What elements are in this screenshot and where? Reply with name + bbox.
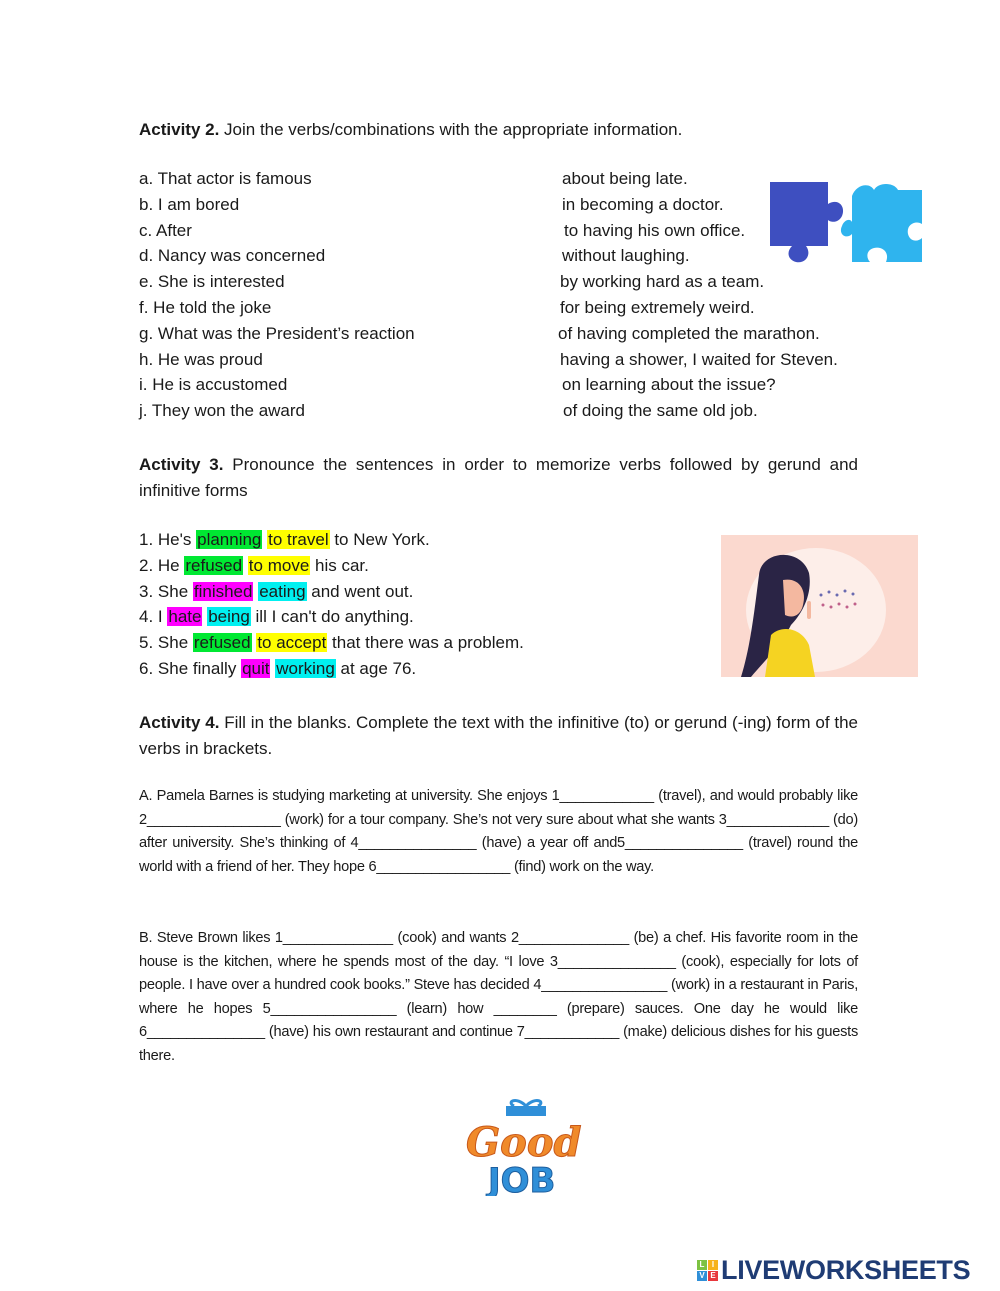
job-text: JOB <box>488 1161 556 1196</box>
highlighted-verb: planning <box>197 530 262 549</box>
sentence-end: and went out. <box>306 581 414 601</box>
match-right-item[interactable]: on learning about the issue? <box>562 375 776 395</box>
sentence-start: 5. She <box>139 633 193 653</box>
sentence-item <box>139 659 416 679</box>
highlighted-verb: finished <box>193 581 253 601</box>
activity4-instruction: Fill in the blanks. Complete the text with the infinitive (to) or gerund (-ing) form of the verbs in brackets. <box>139 713 858 758</box>
good-text: Good <box>466 1119 582 1166</box>
tile-v: V <box>697 1271 707 1281</box>
activity2-heading: Activity 2. <box>139 120 220 139</box>
tile-i: I <box>708 1260 718 1270</box>
highlighted-verb-form: being <box>208 607 250 627</box>
highlighted-verb: hate <box>168 607 202 627</box>
match-left-item[interactable]: d. Nancy was concerned <box>139 246 326 266</box>
activity3-title <box>139 452 858 504</box>
sentence-end: to New York. <box>329 530 430 549</box>
match-left-item[interactable]: e. She is interested <box>139 272 285 292</box>
match-right-item[interactable]: having a shower, I waited for Steven. <box>560 349 838 369</box>
good-job-sticker <box>462 1098 586 1196</box>
highlighted-verb: refused <box>185 555 243 575</box>
match-left-item[interactable]: j. They won the award <box>139 401 305 421</box>
sentence-start: 2. He <box>139 555 185 575</box>
match-left-item[interactable]: b. I am bored <box>139 194 240 214</box>
live-tiles-icon <box>697 1260 718 1281</box>
activity3-heading: Activity 3. <box>139 455 224 474</box>
woman-speaking-image <box>721 535 918 677</box>
liveworksheets-logo[interactable] <box>697 1255 970 1286</box>
sentence-start: 4. I <box>139 607 168 627</box>
match-right-item[interactable]: to having his own office. <box>564 220 746 240</box>
highlighted-verb-form: to accept <box>257 633 327 653</box>
sentence-item <box>139 582 413 602</box>
match-left-item[interactable]: h. He was proud <box>139 349 263 369</box>
sentence-item <box>139 556 369 576</box>
match-right-item[interactable]: without laughing. <box>562 246 690 266</box>
sentence-start: 1. He's <box>139 530 197 549</box>
match-left-item[interactable]: a. That actor is famous <box>139 169 312 188</box>
tile-l: L <box>697 1260 707 1270</box>
activity4-heading: Activity 4. <box>139 713 220 732</box>
sentence-item <box>139 607 414 627</box>
sentence-end: his car. <box>310 555 369 575</box>
sentence-end: at age 76. <box>335 659 417 678</box>
match-left-item[interactable]: f. He told the joke <box>139 298 272 317</box>
activity4-title <box>139 710 858 762</box>
match-left-item[interactable]: c. After <box>139 220 192 240</box>
sentence-item <box>139 530 430 550</box>
match-right-item[interactable]: of having completed the marathon. <box>558 323 820 343</box>
sentence-end: that there was a problem. <box>327 633 524 653</box>
activity3-instruction: Pronounce the sentences in order to memorize verbs followed by gerund and infinitive forms <box>139 455 859 500</box>
highlighted-verb: refused <box>193 633 251 653</box>
puzzle-pieces-image <box>766 176 928 268</box>
activity2-title <box>139 117 858 143</box>
highlighted-verb-form: working <box>276 659 335 678</box>
fill-text-a[interactable]: A. Pamela Barnes is studying marketing at university. She enjoys 1____________ (travel), and would probably like 2_________________ (work) for a tour company. She’s not very sure about what she wants 3_____________ (do) after university. She’s thinking of 4_______________ (have) a year off and5_______________ (travel) round the world with a friend of her. They hope 6_________________ (find) work on the way. <box>139 788 858 875</box>
match-right-item[interactable]: in becoming a doctor. <box>562 194 724 214</box>
sentence-item <box>139 633 524 653</box>
tile-e: E <box>708 1271 718 1281</box>
match-left-item[interactable]: i. He is accustomed <box>139 375 288 395</box>
logo-text: LIVEWORKSHEETS <box>721 1255 971 1285</box>
match-right-item[interactable]: by working hard as a team. <box>560 272 765 292</box>
match-right-item[interactable]: of doing the same old job. <box>563 401 758 421</box>
sentence-end: ill I can't do anything. <box>250 607 414 627</box>
match-right-item[interactable]: about being late. <box>562 169 688 188</box>
sentence-start: 6. She finally <box>139 659 242 678</box>
match-left-item[interactable]: g. What was the President’s reaction <box>139 323 415 343</box>
fill-text-b[interactable]: B. Steve Brown likes 1______________ (cook) and wants 2______________ (be) a chef. His favorite room in the house is the kitchen, where he spends most of the day. “I love 3_______________ (cook), especially for lots of people. I have over a hundred cook books.” Steve has decided 4________________ (work) in a restaurant in Paris, where he hopes 5________________ (learn) how ________ (prepare) sauces. One day he would like 6_______________ (have) his own restaurant and continue 7____________ (make) delicious dishes for his guests there. <box>139 930 858 1064</box>
highlighted-verb-form: to travel <box>268 530 329 549</box>
highlighted-verb: quit <box>242 659 270 678</box>
highlighted-verb-form: to move <box>248 555 310 575</box>
sentence-start: 3. She <box>139 581 193 601</box>
highlighted-verb-form: eating <box>259 581 306 601</box>
match-right-item[interactable]: for being extremely weird. <box>560 298 755 317</box>
activity2-instruction: Join the verbs/combinations with the appropriate information. <box>219 120 683 139</box>
